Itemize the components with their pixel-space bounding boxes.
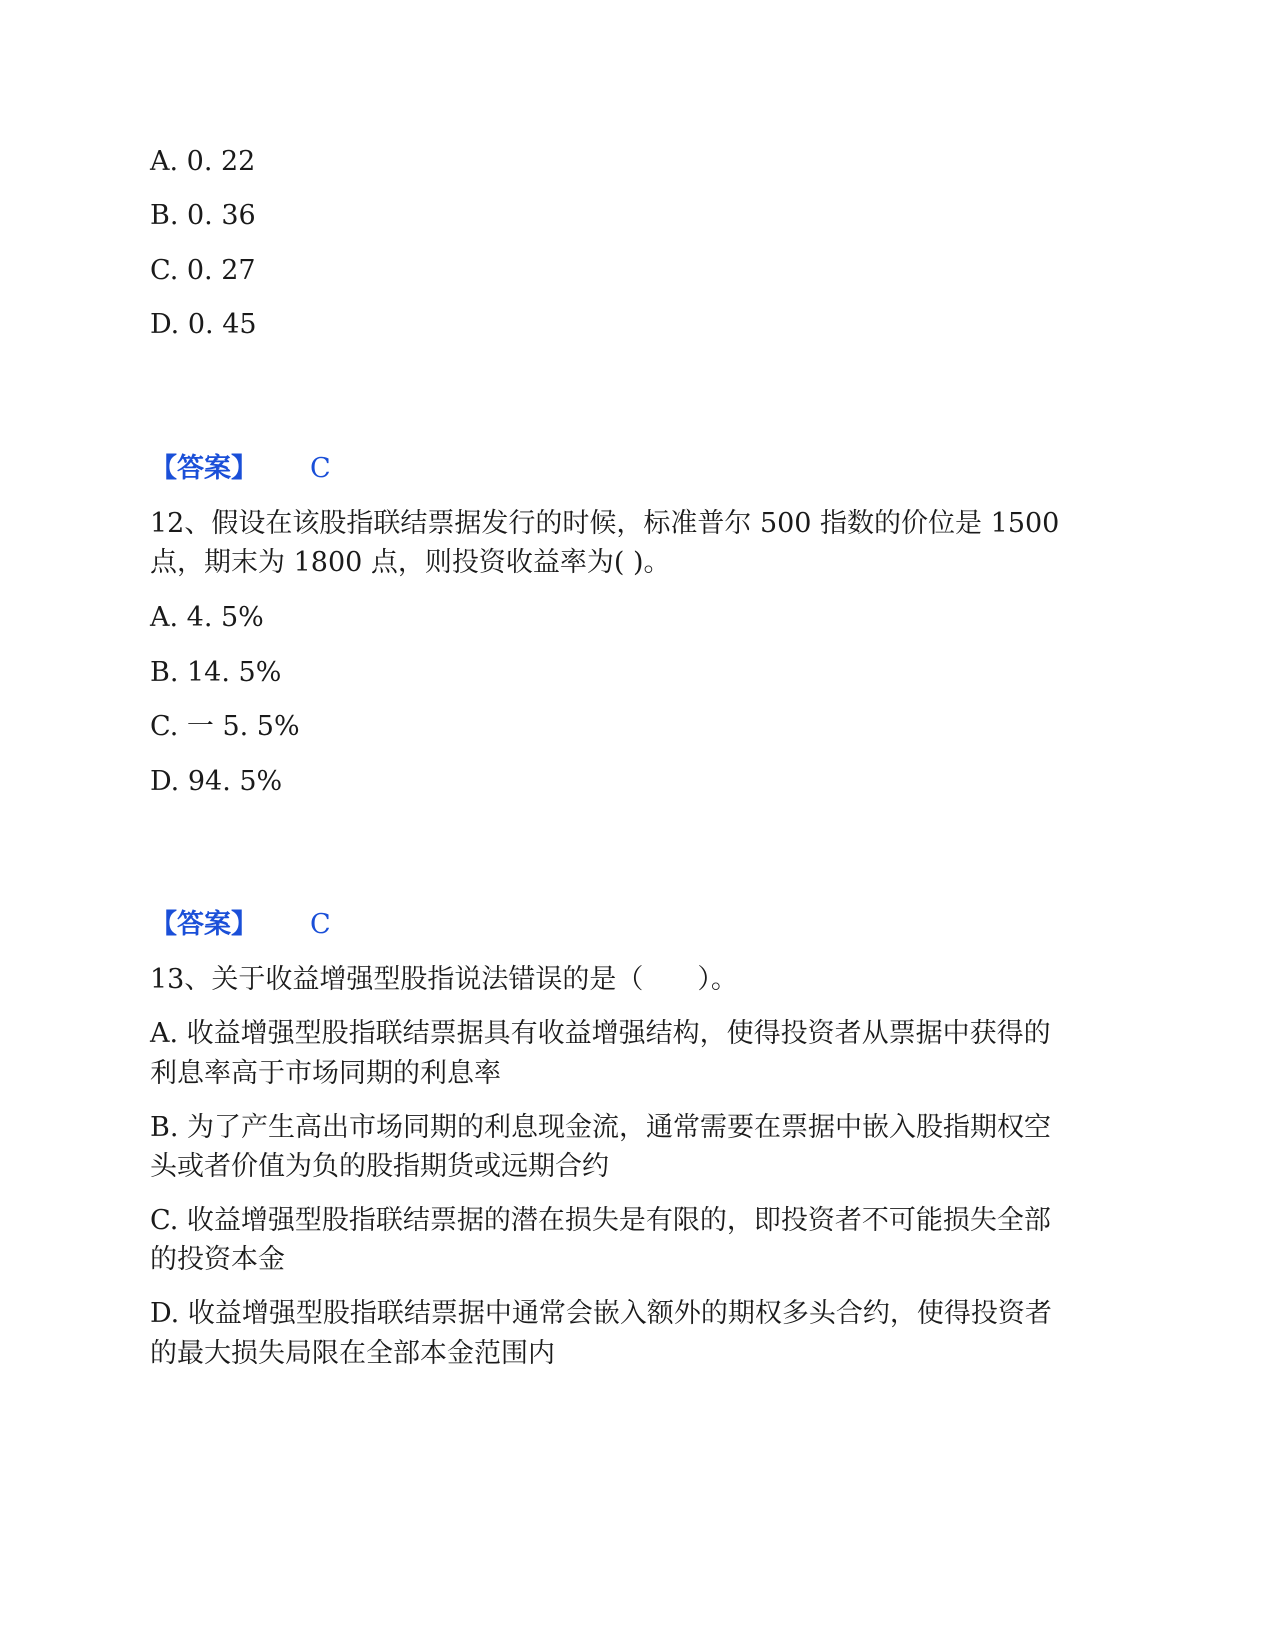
q11-option-a: A. 0. 22	[150, 146, 256, 177]
q11-answer	[150, 449, 331, 489]
q12-stem-line-1: 12、假设在该股指联结票据发行的时候，标准普尔 500 指数的价位是 1500	[150, 508, 1060, 539]
q12-answer-label: 【答案】	[150, 909, 258, 940]
q13-option-d-line-2: 的最大损失局限在全部本金范围内	[150, 1338, 555, 1369]
q12-stem-line-2: 点，期末为 1800 点，则投资收益率为( )。	[150, 547, 671, 578]
q12-option-b: B. 14. 5%	[150, 657, 282, 688]
q11-answer-label: 【答案】	[150, 453, 258, 484]
q12-option-a: A. 4. 5%	[150, 602, 264, 633]
q13-option-c-line-1: C. 收益增强型股指联结票据的潜在损失是有限的，即投资者不可能损失全部	[150, 1205, 1051, 1236]
q12-option-d: D. 94. 5%	[150, 766, 283, 797]
q13-option-c-line-2: 的投资本金	[150, 1244, 285, 1275]
q11-answer-value: C	[310, 453, 331, 484]
q13-stem: 13、关于收益增强型股指说法错误的是（ ）。	[150, 964, 738, 995]
q11-option-d: D. 0. 45	[150, 309, 257, 340]
q12-answer-value: C	[310, 909, 331, 940]
q13-option-a-line-2: 利息率高于市场同期的利息率	[150, 1058, 501, 1089]
q12-answer	[150, 905, 331, 945]
q12-option-c: C. 一 5. 5%	[150, 711, 300, 742]
q13-option-d-line-1: D. 收益增强型股指联结票据中通常会嵌入额外的期权多头合约，使得投资者	[150, 1298, 1052, 1329]
q11-option-b: B. 0. 36	[150, 200, 256, 231]
q11-option-c: C. 0. 27	[150, 255, 256, 286]
q13-option-a-line-1: A. 收益增强型股指联结票据具有收益增强结构，使得投资者从票据中获得的	[150, 1018, 1051, 1049]
q13-option-b-line-2: 头或者价值为负的股指期货或远期合约	[150, 1151, 609, 1182]
q13-option-b-line-1: B. 为了产生高出市场同期的利息现金流，通常需要在票据中嵌入股指期权空	[150, 1112, 1052, 1143]
